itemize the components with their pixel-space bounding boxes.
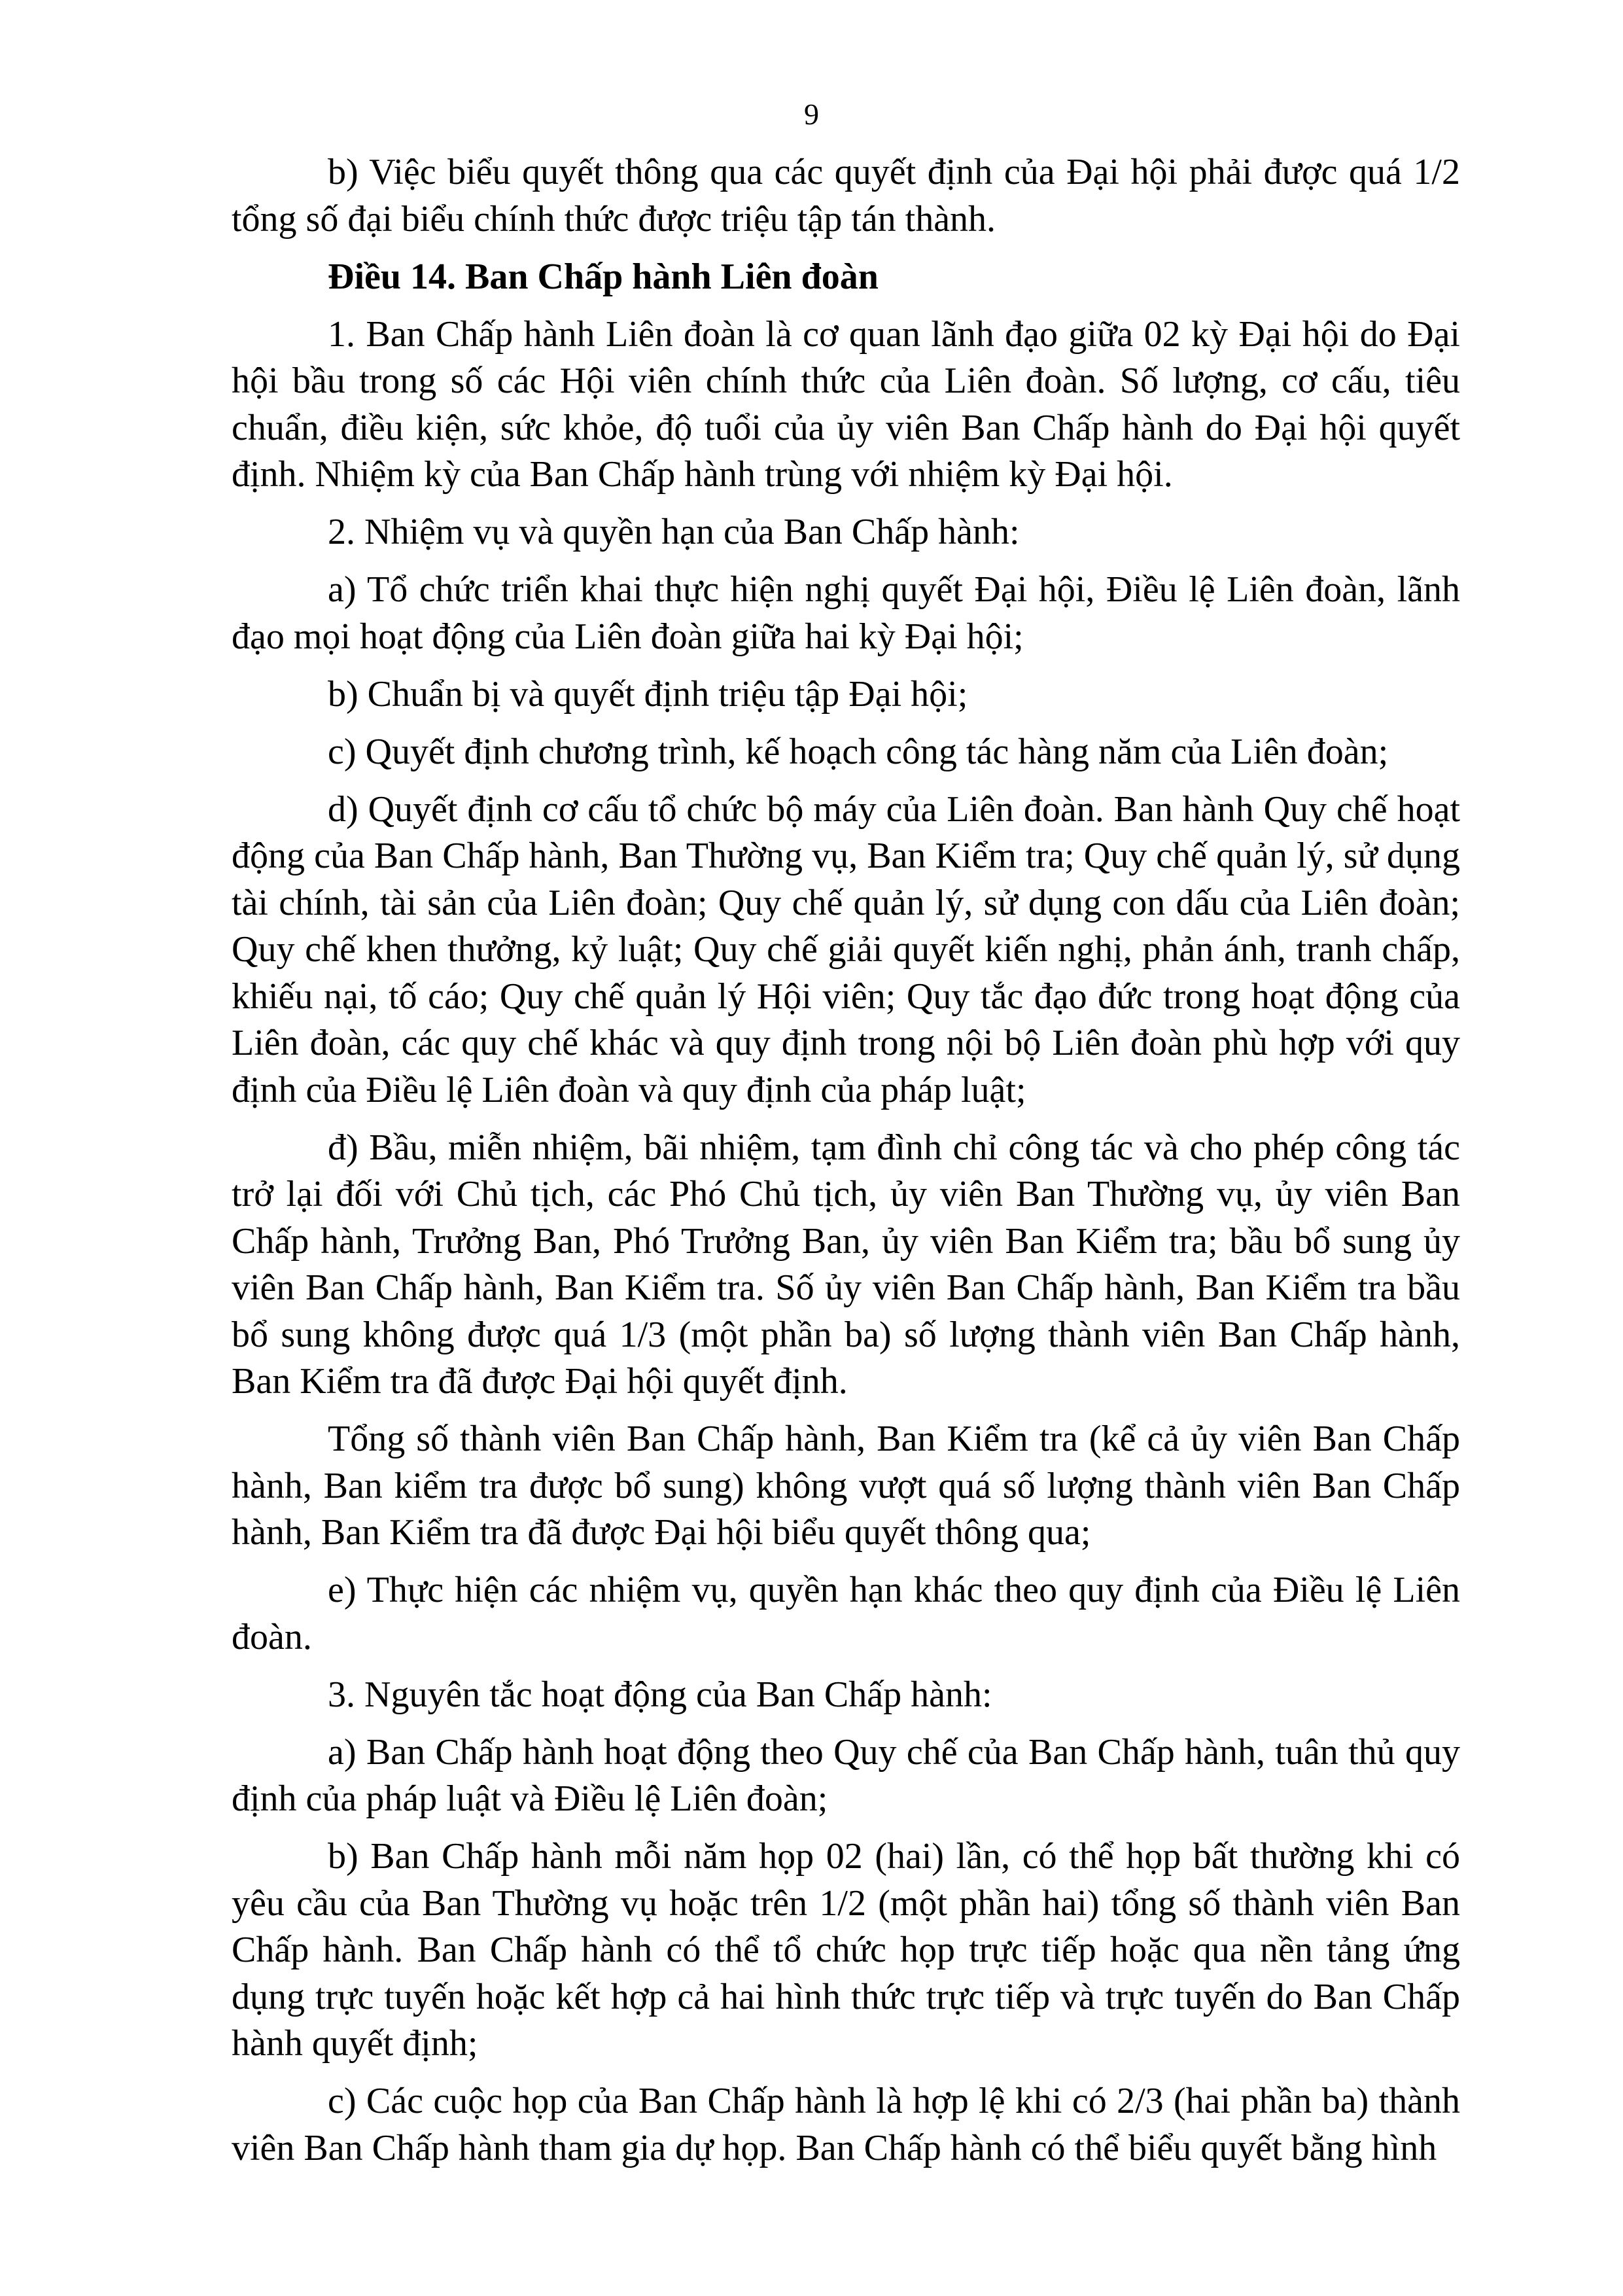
document-body [232, 149, 1460, 2183]
paragraph-3c: c) Các cuộc họp của Ban Chấp hành là hợp lệ khi có 2/3 (hai phần ba) thành viên Ban Chấp hành tham gia dự họp. Ban Chấp hành có thể biểu quyết bằng hình [232, 2081, 1460, 2168]
article-14-heading: Điều 14. Ban Chấp hành Liên đoàn [328, 256, 879, 297]
paragraph-2dd: đ) Bầu, miễn nhiệm, bãi nhiệm, tạm đình chỉ công tác và cho phép công tác trở lại đối với Chủ tịch, các Phó Chủ tịch, ủy viên Ban Thường vụ, ủy viên Ban Chấp hành, Trưởng Ban, Phó Trưởng Ban, ủy viên Ban Kiểm tra; bầu bổ sung ủy viên Ban Chấp hành, Ban Kiểm tra. Số ủy viên Ban Chấp hành, Ban Kiểm tra bầu bổ sung không được quá 1/3 (một phần ba) số lượng thành viên Ban Chấp hành, Ban Kiểm tra đã được Đại hội quyết định. [232, 1127, 1460, 1402]
paragraph-1-executive-committee: 1. Ban Chấp hành Liên đoàn là cơ quan lãnh đạo giữa 02 kỳ Đại hội do Đại hội bầu trong số các Hội viên chính thức của Liên đoàn. Số lượng, cơ cấu, tiêu chuẩn, điều kiện, sức khỏe, độ tuổi của ủy viên Ban Chấp hành do Đại hội quyết định. Nhiệm kỳ của Ban Chấp hành trùng với nhiệm kỳ Đại hội. [232, 313, 1460, 495]
paragraph-2b: b) Chuẩn bị và quyết định triệu tập Đại hội; [328, 673, 968, 715]
paragraph-2a: a) Tổ chức triển khai thực hiện nghị quyết Đại hội, Điều lệ Liên đoàn, lãnh đạo mọi hoạt động của Liên đoàn giữa hai kỳ Đại hội; [232, 569, 1460, 657]
page-number: 9 [804, 97, 819, 131]
paragraph-2-duties-heading: 2. Nhiệm vụ và quyền hạn của Ban Chấp hành: [328, 512, 1020, 552]
paragraph-3b: b) Ban Chấp hành mỗi năm họp 02 (hai) lần, có thể họp bất thường khi có yêu cầu của Ban Thường vụ hoặc trên 1/2 (một phần hai) tổng số thành viên Ban Chấp hành. Ban Chấp hành có thể tổ chức họp trực tiếp hoặc qua nền tảng ứng dụng trực tuyến hoặc kết hợp cả hai hình thức trực tiếp và trực tuyến do Ban Chấp hành quyết định; [232, 1836, 1460, 2064]
paragraph-3-principles-heading: 3. Nguyên tắc hoạt động của Ban Chấp hành: [328, 1674, 992, 1715]
paragraph-total-members: Tổng số thành viên Ban Chấp hành, Ban Kiểm tra (kể cả ủy viên Ban Chấp hành, Ban kiểm tra được bổ sung) không vượt quá số lượng thành viên Ban Chấp hành, Ban Kiểm tra đã được Đại hội biểu quyết thông qua; [232, 1419, 1460, 1553]
paragraph-2c: c) Quyết định chương trình, kế hoạch công tác hàng năm của Liên đoàn; [328, 731, 1389, 772]
paragraph-2d: d) Quyết định cơ cấu tổ chức bộ máy của Liên đoàn. Ban hành Quy chế hoạt động của Ban Chấp hành, Ban Thường vụ, Ban Kiểm tra; Quy chế quản lý, sử dụng tài chính, tài sản của Liên đoàn; Quy chế quản lý, sử dụng con dấu của Liên đoàn; Quy chế khen thưởng, kỷ luật; Quy chế giải quyết kiến nghị, phản ánh, tranh chấp, khiếu nại, tố cáo; Quy chế quản lý Hội viên; Quy tắc đạo đức trong hoạt động của Liên đoàn, các quy chế khác và quy định trong nội bộ Liên đoàn phù hợp với quy định của Điều lệ Liên đoàn và quy định của pháp luật; [232, 788, 1460, 1110]
paragraph-3a: a) Ban Chấp hành hoạt động theo Quy chế của Ban Chấp hành, tuân thủ quy định của pháp luật và Điều lệ Liên đoàn; [232, 1731, 1460, 1819]
paragraph-2e: e) Thực hiện các nhiệm vụ, quyền hạn khác theo quy định của Điều lệ Liên đoàn. [232, 1570, 1460, 1657]
paragraph-b-voting: b) Việc biểu quyết thông qua các quyết định của Đại hội phải được quá 1/2 tổng số đại biểu chính thức được triệu tập tán thành. [232, 152, 1460, 239]
